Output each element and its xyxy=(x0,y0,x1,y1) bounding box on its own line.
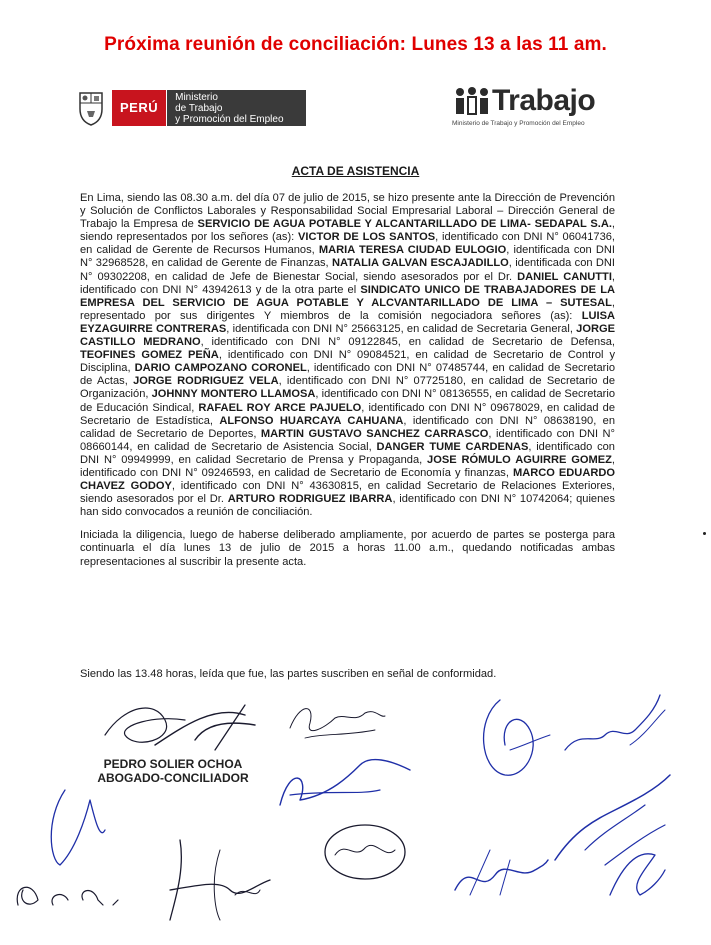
document-body xyxy=(80,192,615,579)
party-name: MARCO EDUARDO CHAVEZ GODOY xyxy=(80,466,615,493)
party-name: RAFAEL ROY ARCE PAJUELO xyxy=(198,401,362,414)
ministry-line-2: de Trabajo xyxy=(175,103,223,114)
ministry-line-1: Ministerio xyxy=(175,92,218,103)
attendance-paragraph xyxy=(80,192,615,519)
paragraph-text: , identificado con DNI N° 10742064; quienes han sido convocados a reunión de conciliación. xyxy=(80,493,615,519)
signature-conciliator xyxy=(95,695,265,760)
signature-8 xyxy=(450,840,550,905)
coat-of-arms-icon xyxy=(76,89,106,127)
party-name: SERVICIO DE AGUA POTABLE Y ALCANTARILLADO DE LIMA- SEDAPAL S.A. xyxy=(197,218,612,231)
paragraph-text: , identificado con DNI N° 08136555, en calidad de Secretario de Educación Sindical, xyxy=(80,388,615,414)
party-name: JORGE CASTILLO MEDRANO xyxy=(80,322,616,349)
signature-1 xyxy=(285,698,395,748)
signature-11 xyxy=(160,830,280,925)
party-name: DARIO CAMPOZANO CORONEL xyxy=(134,362,307,375)
trabajo-subtitle: Ministerio de Trabajo y Promoción del Empleo xyxy=(452,120,585,127)
signature-10 xyxy=(8,870,128,920)
party-name: ALFONSO HUARCAYA CAHUANA xyxy=(219,414,404,427)
party-name: TEOFINES GOMEZ PEÑA xyxy=(80,349,219,362)
party-name: ARTURO RODRIGUEZ IBARRA xyxy=(227,493,393,506)
ministry-name xyxy=(166,90,306,126)
signature-4 xyxy=(270,745,420,815)
party-name: JOSE RÓMULO AGUIRRE GOMEZ xyxy=(427,453,612,466)
ministry-line-3: y Promoción del Empleo xyxy=(175,114,284,125)
signature-9 xyxy=(600,840,670,905)
party-name: JOHNNY MONTERO LLAMOSA xyxy=(151,388,316,401)
postponement-paragraph: Iniciada la diligencia, luego de haberse deliberado ampliamente, por acuerdo de partes se posterga para continuarla el día lunes 13 de julio de 2015 a horas 11.00 a.m., quedando notificadas ambas representaciones al suscribir la presente acta. xyxy=(80,529,615,568)
meeting-banner: Próxima reunión de conciliación: Lunes 13 a las 11 am. xyxy=(104,34,607,55)
paragraph-text: , identificado con DNI N° 09949999, en calidad Secretario de Prensa y Propaganda, xyxy=(80,440,615,466)
peru-label: PERÚ xyxy=(112,90,166,126)
signature-7 xyxy=(320,820,410,885)
party-name: NATALIA GALVAN ESCAJADILLO xyxy=(331,257,509,270)
trabajo-logo xyxy=(452,84,612,127)
ministry-logo xyxy=(76,88,306,128)
party-name: MARTIN GUSTAVO SANCHEZ CARRASCO xyxy=(260,427,489,440)
party-name: VICTOR DE LOS SANTOS xyxy=(297,231,436,244)
paragraph-text: , identificado con DNI N° 09122845, en calidad de Secretario de Defensa, xyxy=(200,336,615,349)
paragraph-text: , identificado con DNI N° 07725180, en calidad de Secretario de Organización, xyxy=(80,375,615,401)
document-title: ACTA DE ASISTENCIA xyxy=(291,164,420,178)
paragraph-text: En Lima, siendo las 08.30 a.m. del día 07 de julio de 2015, se hizo presente ante la Dirección de Prevención y Solución de Conflictos Laborales y Responsabilidad Social Empresarial Laboral – Dirección General de Trabajo la Empresa de xyxy=(80,192,615,231)
party-name: LUISA EYZAGUIRRE CONTRERAS xyxy=(80,309,615,335)
party-name: JORGE RODRIGUEZ VELA xyxy=(133,375,279,388)
paragraph-text: , siendo representados por los señores (as): xyxy=(80,218,616,244)
party-name: SINDICATO UNICO DE TRABAJADORES DE LA EMPRESA DEL SERVICIO DE AGUA POTABLE Y ALCVANTARILLADO DE LIMA – SUTESAL xyxy=(80,283,615,309)
party-name: MARIA TERESA CIUDAD EULOGIO xyxy=(318,244,507,257)
party-name: DANIEL CANUTTI xyxy=(517,270,612,283)
conciliator-role: ABOGADO-CONCILIADOR xyxy=(97,771,249,785)
closing-paragraph: Siendo las 13.48 horas, leída que fue, las partes suscriben en señal de conformidad. xyxy=(80,668,497,680)
scan-mark xyxy=(703,532,706,535)
signature-5 xyxy=(35,780,115,870)
paragraph-text: , identificada con DNI N° 25663125, en calidad de Secretaria General, xyxy=(226,322,577,335)
paragraph-text: , identificado con DNI N° 09246593, en calidad de Secretario de Economía y finanzas, xyxy=(80,453,615,479)
paragraph-text: , identificada con DNI N° 32968528, en calidad de Gerente de Finanzas, xyxy=(80,244,615,270)
party-name: DANGER TUME CARDENAS xyxy=(376,440,529,453)
signature-3 xyxy=(560,690,670,770)
trabajo-people-icon xyxy=(452,85,490,117)
paragraph-text: , identificado con DNI N° 08638190, en calidad de Secretario de Deportes, xyxy=(80,414,615,440)
conciliator-name: PEDRO SOLIER OCHOA xyxy=(103,757,243,771)
paragraph-text: , identificado con DNI N° 08660144, en calidad de Secretario de Asistencia Social, xyxy=(80,427,615,453)
paragraph-text: , identificado con DNI N° 07485744, en calidad de Secretario de Actas, xyxy=(80,362,615,388)
paragraph-text: , identificado con DNI N° 06041736, en calidad de Gerente de Recursos Humanos, xyxy=(80,231,615,257)
paragraph-text: , identificado con DNI N° 43942613 y de la otra parte el xyxy=(80,270,615,296)
paragraph-text: , representado por sus dirigentes Y miembros de la comisión negociadora señores (as): xyxy=(80,296,615,322)
paragraph-text: , identificado con DNI N° 43630815, en calidad Secretario de Relaciones Exteriores, siendo asesorados por el Dr. xyxy=(80,480,616,506)
paragraph-text: , identificada con DNI N° 09302208, en calidad de Jefe de Bienestar Social, siendo asesorados por el Dr. xyxy=(80,257,615,283)
paragraph-text: , identificado con DNI N° 09084521, en calidad de Secretario de Control y Disciplina, xyxy=(80,349,615,375)
trabajo-wordmark: Trabajo xyxy=(492,84,596,117)
paragraph-text: , identificado con DNI N° 09678029, en calidad de Secretario de Estadística, xyxy=(80,401,615,427)
